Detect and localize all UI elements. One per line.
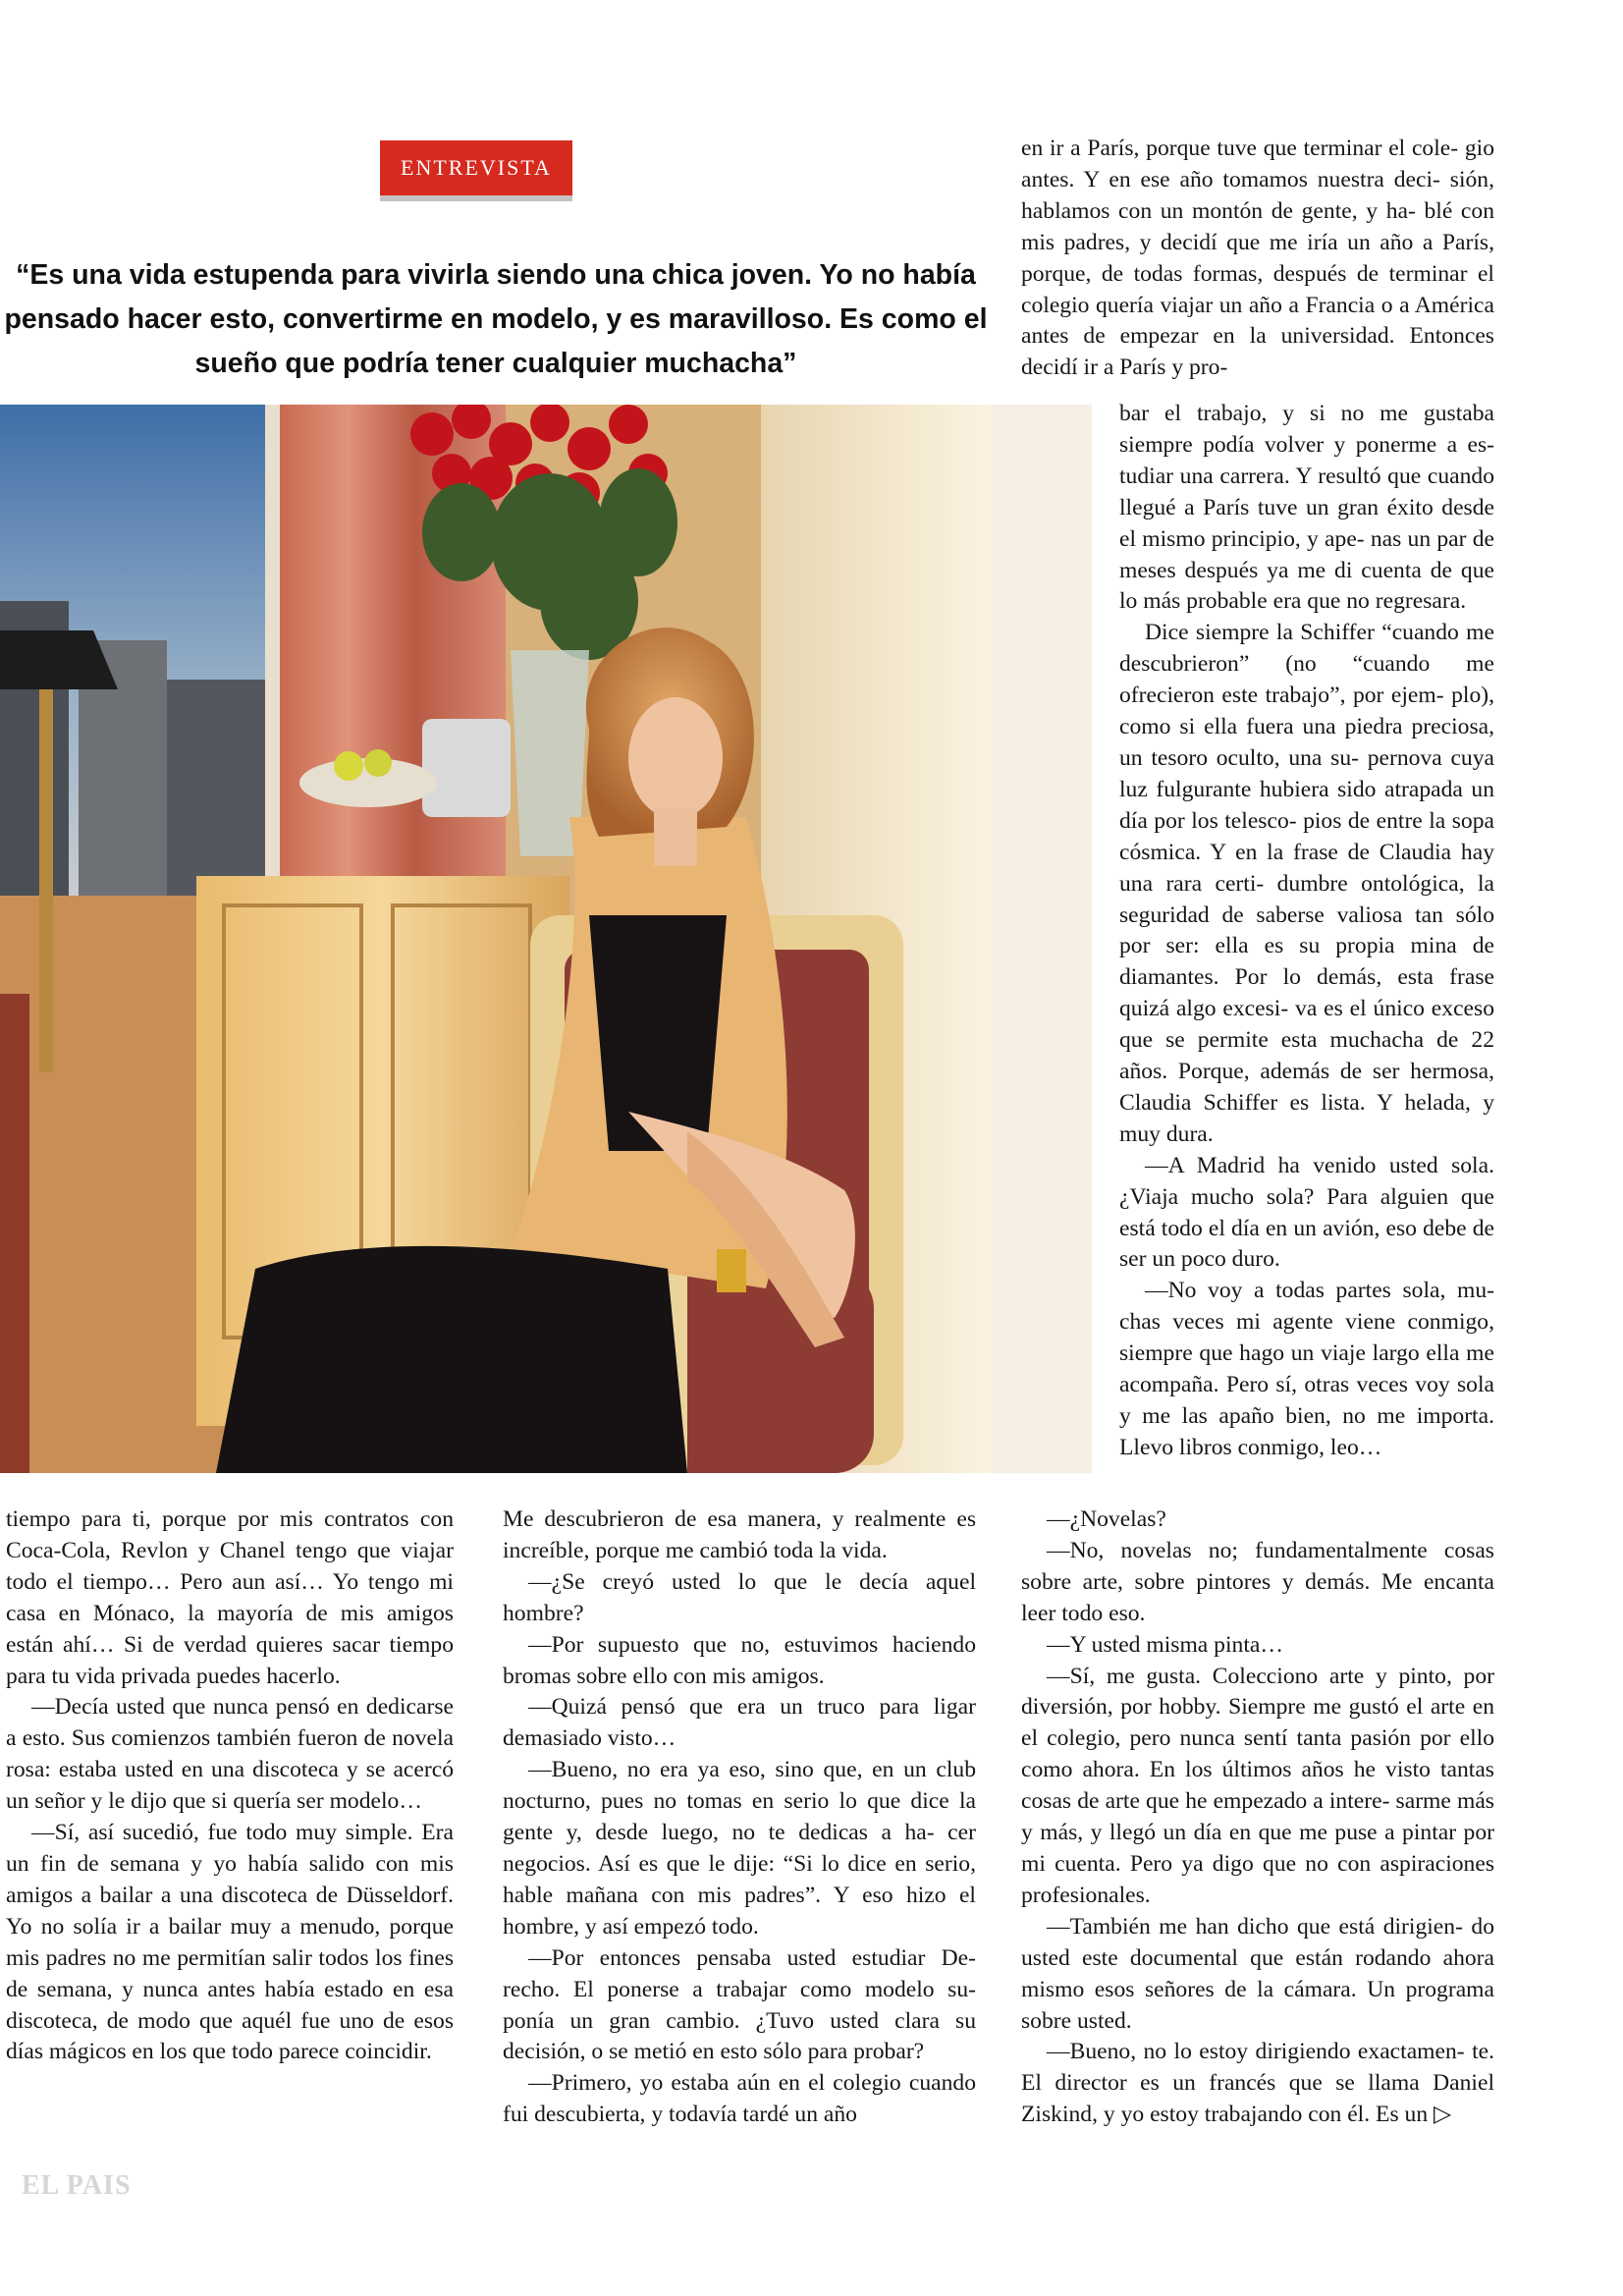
paragraph: —No voy a todas partes sola, mu- chas veces mi agente viene conmigo, siempre que hago un viaje largo ella me acompaña. Pero sí, otras veces voy sola y me las apaño bien, no me importa. Llevo libros conmigo, leo… <box>1119 1278 1494 1460</box>
paragraph: —Sí, así sucedió, fue todo muy simple. Era un fin de semana y yo había salido con mis amigos a bailar a una discoteca de Düsseldorf. Yo no solía ir a bailar muy a menudo, porque mis padres no me permitían salir todos los fines de semana, y nunca antes había estado en esa discoteca, de modo que aquél fue uno de esos días mágicos en los que todo parece coincidir. <box>6 1820 454 2065</box>
paragraph: —Quizá pensó que era un truco para ligar demasiado visto… <box>503 1694 976 1752</box>
publication-logo: EL PAIS <box>22 2170 132 2201</box>
pull-quote-line: pensado hacer esto, convertirme en modelo, y es maravilloso. Es como el <box>4 303 988 335</box>
paragraph: Dice siempre la Schiffer “cuando me descubrieron” (no “cuando me ofrecieron este trabajo”, por ejem- plo), como si ella fuera una piedra preciosa, un tesoro oculto, una su- pernova cuya luz fulgurante hubiera sido atrapada un día por los telesco- pios de entre la sopa cósmica. Y en la frase de Claudia hay una rara certi- dumbre ontológica, la seguridad de saberse valiosa tan sólo por ser: ella es su propia mina de diamantes. Por lo demás, esta frase quizá algo excesi- va es el único exceso que se permite esta muchacha de 22 años. Porque, además de ser hermosa, Claudia Schiffer es lista. Y helada, y muy dura. <box>1119 620 1494 1147</box>
section-tag: ENTREVISTA <box>380 140 572 195</box>
paragraph: —Por entonces pensaba usted estudiar De- recho. El ponerse a trabajar como modelo su- ponía un gran cambio. ¿Tuvo usted clara su decisión, o se metió en esto sólo para probar? <box>503 1944 976 2065</box>
paragraph: en ir a París, porque tuve que terminar el cole- gio antes. Y en ese año tomamos nuestra deci- sión, hablamos con un montón de gente, y ha- blé con mis padres, y decidí que me iría un año a París, porque, de todas formas, después de terminar el colegio quería viajar un año a Francia o a América antes de empezar en la universidad. Entonces decidí ir a París y pro- <box>1021 136 1494 381</box>
article-column-middle <box>503 1504 976 2131</box>
pull-quote-line: “Es una vida estupenda para vivirla siendo una chica joven. Yo no había <box>16 259 976 291</box>
article-photo <box>0 405 1092 1473</box>
paragraph: Me descubrieron de esa manera, y realmente es increíble, porque me cambió toda la vida. <box>503 1506 976 1563</box>
paragraph: —Y usted misma pinta… <box>1047 1631 1283 1658</box>
paragraph: —Bueno, no era ya eso, sino que, en un club nocturno, pues no tomas en serio lo que dice la gente y, desde luego, no te dedicas a ha- cer negocios. Así es que le dije: “Si lo dice en serio, hable mañana con mis padres”. Y eso hizo el hombre, y así empezó todo. <box>503 1757 976 1940</box>
pull-quote-line: sueño que podría tener cualquier muchacha” <box>194 348 797 379</box>
paragraph: —Primero, yo estaba aún en el colegio cuando fui descubierta, y todavía tardé un año <box>503 2070 976 2128</box>
article-column-right-bottom <box>1021 1504 1494 2131</box>
article-column-right-top <box>1021 134 1494 384</box>
paragraph: —También me han dicho que está dirigien- do usted este documental que están rodando ahora mismo esos señores de la cámara. Un programa sobre usted. <box>1021 1913 1494 2034</box>
paragraph: —Decía usted que nunca pensó en dedicarse a esto. Sus comienzos también fueron de novela rosa: estaba usted en una discoteca y se acercó un señor y le dijo que si quería ser modelo… <box>6 1694 454 1815</box>
article-column-right-narrow <box>1119 399 1494 1464</box>
pull-quote <box>0 253 992 386</box>
paragraph: —¿Se creyó usted lo que le decía aquel hombre? <box>503 1568 976 1626</box>
paragraph: bar el trabajo, y si no me gustaba siempre podía volver y ponerme a es- tudiar una carrera. Y resultó que cuando llegué a París tuve un gran éxito desde el mismo principio, y ape- nas un par de meses después ya me di cuenta de que lo más probable era que no regresara. <box>1119 401 1494 615</box>
paragraph: —A Madrid ha venido usted sola. ¿Viaja mucho sola? Para alguien que está todo el día en un avión, eso debe de ser un poco duro. <box>1119 1152 1494 1273</box>
paragraph: —Por supuesto que no, estuvimos haciendo bromas sobre ello con mis amigos. <box>503 1631 976 1689</box>
paragraph: —No, novelas no; fundamentalmente cosas sobre arte, sobre pintores y demás. Me encanta leer todo eso. <box>1021 1537 1494 1626</box>
photo-illustration <box>0 405 1092 1473</box>
article-column-left <box>6 1504 454 2068</box>
paragraph: —¿Novelas? <box>1047 1506 1166 1532</box>
paragraph: tiempo para ti, porque por mis contratos con Coca-Cola, Revlon y Chanel tengo que viajar todo el tiempo… Pero aun así… Yo tengo mi casa en Mónaco, la mayoría de mis amigos están ahí… Si de verdad quieres sacar tiempo para tu vida privada puedes hacerlo. <box>6 1506 454 1689</box>
paragraph: —Bueno, no lo estoy dirigiendo exactamen- te. El director es un francés que se llama Daniel Ziskind, y yo estoy trabajando con él. Es un ▷ <box>1021 2039 1494 2128</box>
paragraph: —Sí, me gusta. Colecciono arte y pinto, por diversión, por hobby. Siempre me gustó el arte en el colegio, pero nunca sentí tanta pasión por ello como ahora. En los últimos años he visto tantas cosas de arte que he empezado a intere- sarme más y más, y llegó un día en que me puse a pintar por mi cuenta. Pero ya digo que no con aspiraciones profesionales. <box>1021 1663 1494 1908</box>
